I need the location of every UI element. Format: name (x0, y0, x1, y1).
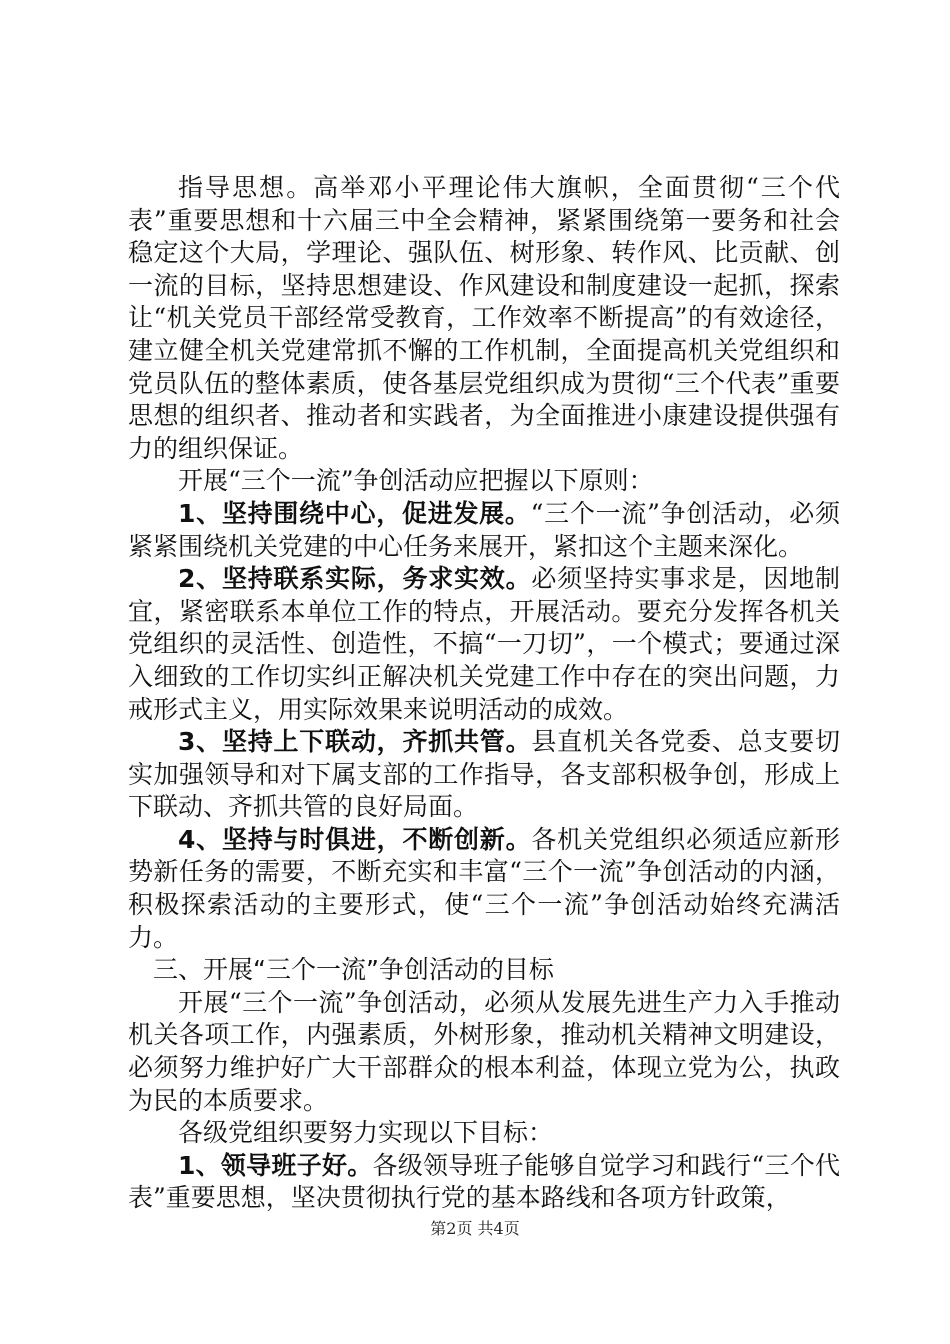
document-body (128, 172, 840, 1215)
paragraph-lead: 3、坚持上下联动，齐抓共管。 (178, 727, 532, 757)
paragraph-lead: 1、坚持围绕中心，促进发展。 (178, 498, 531, 528)
paragraph-text: 开展“三个一流”争创活动，必须从发展先进生产力入手推动机关各项工作，内强素质，外树形象，推动机关精神文明建设，必须努力维护好广大干部群众的根本利益，体现立党为公，执政为民的本质要求。 (128, 987, 840, 1115)
paragraph-principle-4 (128, 824, 840, 954)
paragraph-text: 县直机关各党委、总支要切实加强领导和对下属支部的工作指导，各支部积极争创，形成上下联动、齐抓共管的良好局面。 (128, 727, 840, 822)
paragraph-guiding-thought (128, 172, 840, 465)
paragraph-text: 各级领导班子能够自觉学习和践行“三个代表”重要思想，坚决贯彻执行党的基本路线和各项方针政策， (128, 1150, 840, 1213)
paragraph-principle-2 (128, 563, 840, 726)
paragraph-lead: 4、坚持与时俱进，不断创新。 (178, 824, 532, 854)
paragraph-text: 各机关党组织必须适应新形势新任务的需要，不断充实和丰富“三个一流”争创活动的内涵，积极探索活动的主要形式，使“三个一流”争创活动始终充满活力。 (128, 824, 840, 952)
paragraph-lead: 1、领导班子好。 (178, 1150, 373, 1180)
paragraph-principles-intro (128, 465, 840, 498)
paragraph-principle-3 (128, 726, 840, 824)
paragraph-text: 必须坚持实事求是，因地制宜，紧密联系本单位工作的特点，开展活动。要充分发挥各机关党组织的灵活性、创造性，不搞“一刀切”，一个模式；要通过深入细致的工作切实纠正解决机关党建工作中存在的突出问题，力戒形式主义，用实际效果来说明活动的成效。 (128, 564, 840, 724)
section-heading: 三、开展“三个一流”争创活动的目标 (153, 955, 554, 985)
paragraph-text: “三个一流”争创活动，必须紧紧围绕机关党建的中心任务来展开，紧扣这个主题来深化。 (128, 498, 840, 561)
paragraph-lead: 2、坚持联系实际，务求实效。 (178, 564, 532, 594)
paragraph-text: 开展“三个一流”争创活动应把握以下原则： (178, 466, 654, 496)
paragraph-text: 各级党组织要努力实现以下目标： (178, 1118, 554, 1148)
paragraph-goals-intro (128, 987, 840, 1117)
paragraph-goals-list-intro (128, 1117, 840, 1150)
page-number-footer: 第2页 共4页 (430, 1219, 520, 1238)
paragraph-goal-1 (128, 1150, 840, 1215)
paragraph-text: 指导思想。高举邓小平理论伟大旗帜，全面贯彻“三个代表”重要思想和十六届三中全会精神，紧紧围绕第一要务和社会稳定这个大局，学理论、强队伍、树形象、转作风、比贡献、创一流的目标，坚持思想建设、作风建设和制度建设一起抓，探索让“机关党员干部经常受教育，工作效率不断提高”的有效途径，建立健全机关党建常抓不懈的工作机制，全面提高机关党组织和党员队伍的整体素质，使各基层党组织成为贯彻“三个代表”重要思想的组织者、推动者和实践者，为全面推进小康建设提供强有力的组织保证。 (128, 173, 840, 463)
paragraph-principle-1 (128, 498, 840, 563)
